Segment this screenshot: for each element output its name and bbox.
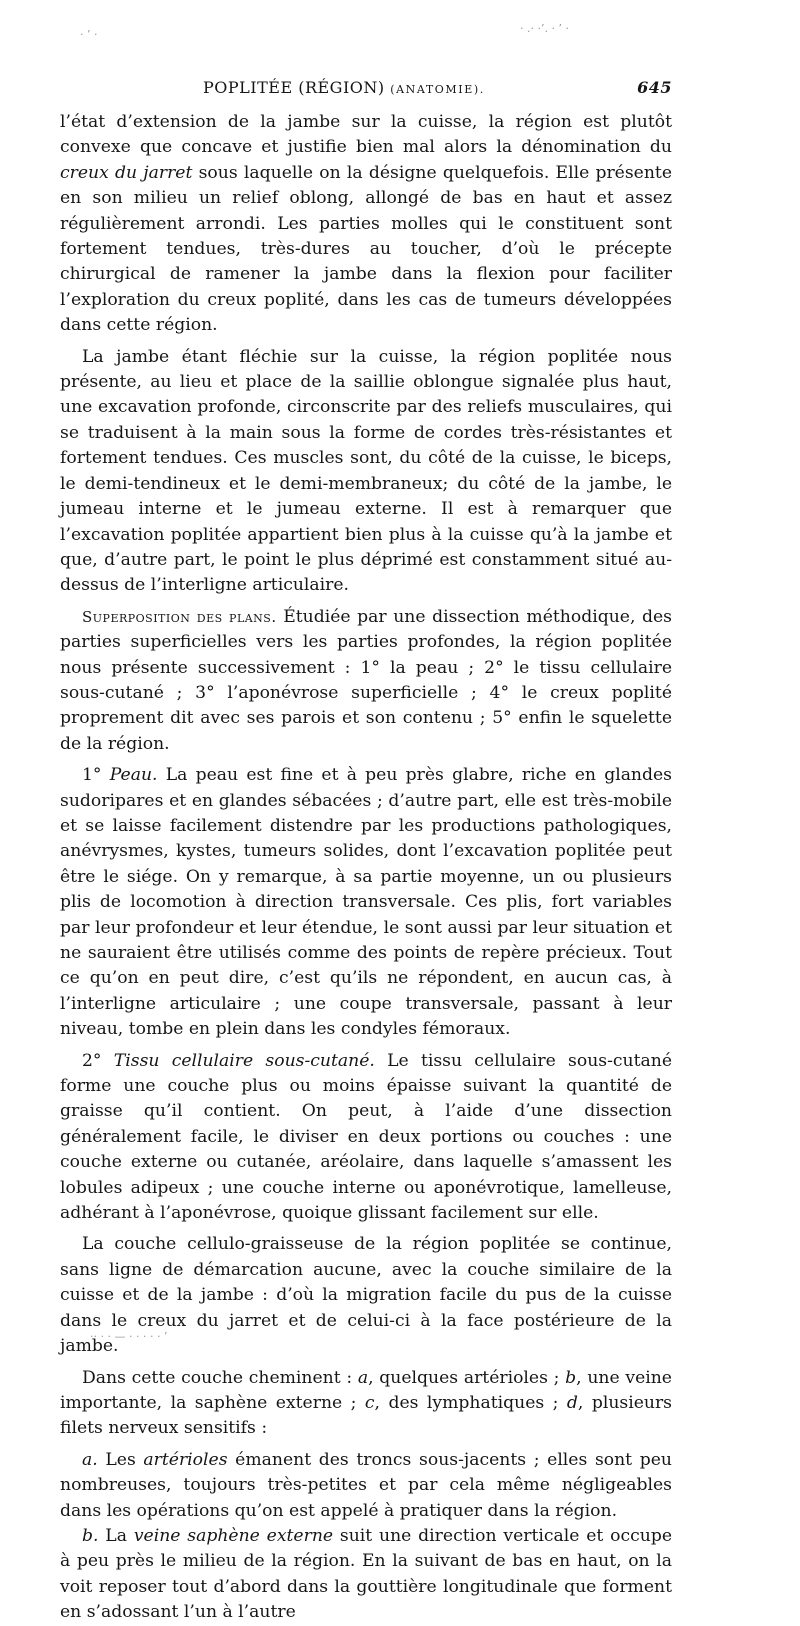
scan-speck-bottom: ·· · · — · · · · · ’: [90, 1330, 168, 1343]
paragraph-tissu-cellulaire: 2° Tissu cellulaire sous-cutané. Le tissu cellulaire sous-cutané forme une couche plus ou moins épaisse suivant la quantité de graisse qu’il contient. On peut, à l’aide d’une dissection généralement facile, le diviser en deux portions ou couches : une couche externe ou cutanée, aréolaire, dans laquelle s’amassent les lobules adipeux ; une couche interne ou aponévrotique, lamelleuse, adhérant à l’aponévrose, quoique glissant facilement sur elle.: [60, 1050, 672, 1224]
paragraph-peau: 1° Peau. La peau est fine et à peu près glabre, riche en glandes sudoripares et en glandes sébacées ; d’autre part, elle est très-mobile et se laisse facilement distendre par les productions pathologiques, anévrysmes, kystes, tumeurs solides, dont l’excavation poplitée peut être le siége. On y remarque, à sa partie moyenne, un ou plusieurs plis de locomotion à direction transversale. Ces plis, fort variables par leur profondeur et leur étendue, le sont aussi par leur situation et ne sauraient être utilisés comme des points de repère précieux. Tout ce qu’on en peut dire, c’est qu’ils ne répondent, en aucun cas, à l’interligne articulaire ; une coupe transversale, passant à leur niveau, tombe en plein dans les condyles fémoraux.: [60, 765, 672, 1040]
paragraph-1: l’état d’extension de la jambe sur la cuisse, la région est plutôt convexe que concave et justifie bien mal alors la dénomination du creux du jarret sous laquelle on la désigne quelquefois. Elle présente en son milieu un relief oblong, allongé de bas en haut et assez régulièrement arrondi. Les parties molles qui le constituent sont fortement tendues, très-dures au toucher, d’où le précepte chirurgical de ramener la jambe dans la flexion pour faciliter l’exploration du creux poplité, dans les cas de tumeurs développées dans cette région.: [60, 112, 672, 336]
item-letter-a: a.: [82, 1449, 98, 1470]
section-heading-superposition: Superposition des plans.: [82, 607, 277, 626]
item-letter-b: b.: [82, 1525, 99, 1546]
section-heading-tissu-cellulaire: Tissu cellulaire sous-cutané.: [113, 1050, 375, 1071]
article-body: [60, 110, 672, 1626]
paragraph-superposition: Superposition des plans. Étudiée par une dissection méthodique, des parties superficielles vers les parties profondes, la région poplitée nous présente successivement : 1° la peau ; 2° le tissu cellulaire sous-cutané ; 3° l’aponévrose superficielle ; 4° le creux poplité proprement dit avec ses parois et son contenu ; 5° enfin le squelette de la région.: [60, 606, 672, 754]
paragraph-2: La jambe étant fléchie sur la cuisse, la région poplitée nous présente, au lieu et place de la saillie oblongue signalée plus haut, une excavation profonde, circonscrite par des reliefs musculaires, qui se traduisent à la main sous la forme de cordes très-résistantes et fortement tendues. Ces muscles sont, du côté de la cuisse, le biceps, le demi-tendineux et le demi-membraneux; du côté de la jambe, le jumeau interne et le jumeau externe. Il est à remarquer que l’excavation poplitée appartient bien plus à la cuisse qu’à la jambe et que, d’autre part, le point le plus déprimé est constamment situé au-dessus de l’interligne articulaire.: [60, 346, 672, 596]
scan-speck-top-right: · .· ·’. · ’ ·: [520, 22, 569, 35]
paragraph-couche-cellulo-graisseuse: La couche cellulo-graisseuse de la région poplitée se continue, sans ligne de démarcation aucune, avec la couche similaire de la cuisse et de la jambe : d’où la migration facile du pus de la cuisse dans le creux du jarret et de celui-ci à la face postérieure de la jambe.: [60, 1234, 672, 1357]
paragraph-cheminent: Dans cette couche cheminent : a, quelques artérioles ; b, une veine importante, la saphène externe ; c, des lymphatiques ; d, plusieurs filets nerveux sensitifs :: [60, 1367, 672, 1439]
page-number: 645: [637, 78, 672, 97]
book-page: [60, 0, 672, 1623]
page-title: POPLITÉE (RÉGION) (ANATOMIE).: [203, 78, 485, 97]
page-title-subtitle: (ANATOMIE).: [390, 83, 485, 96]
scan-speck-top: · ’ ·: [80, 28, 98, 41]
running-head: [60, 78, 672, 100]
emphasis-creux-du-jarret: creux du jarret: [60, 162, 193, 183]
emphasis-arterioles: artérioles: [143, 1449, 228, 1470]
paragraph-arterioles: a. Les artérioles émanent des troncs sous-jacents ; elles sont peu nombreuses, toujours très-petites et par cela même négligeables dans les opérations qu’on est appelé à pratiquer dans la région.: [60, 1449, 672, 1521]
emphasis-veine-saphene: veine saphène externe: [133, 1525, 334, 1546]
section-heading-peau: Peau.: [109, 765, 158, 786]
paragraph-saphene: b. La veine saphène externe suit une direction verticale et occupe à peu près le milieu de la région. En la suivant de bas en haut, on la voit reposer tout d’abord dans la gouttière longitudinale que forment en s’adossant l’un à l’autre: [60, 1525, 672, 1623]
